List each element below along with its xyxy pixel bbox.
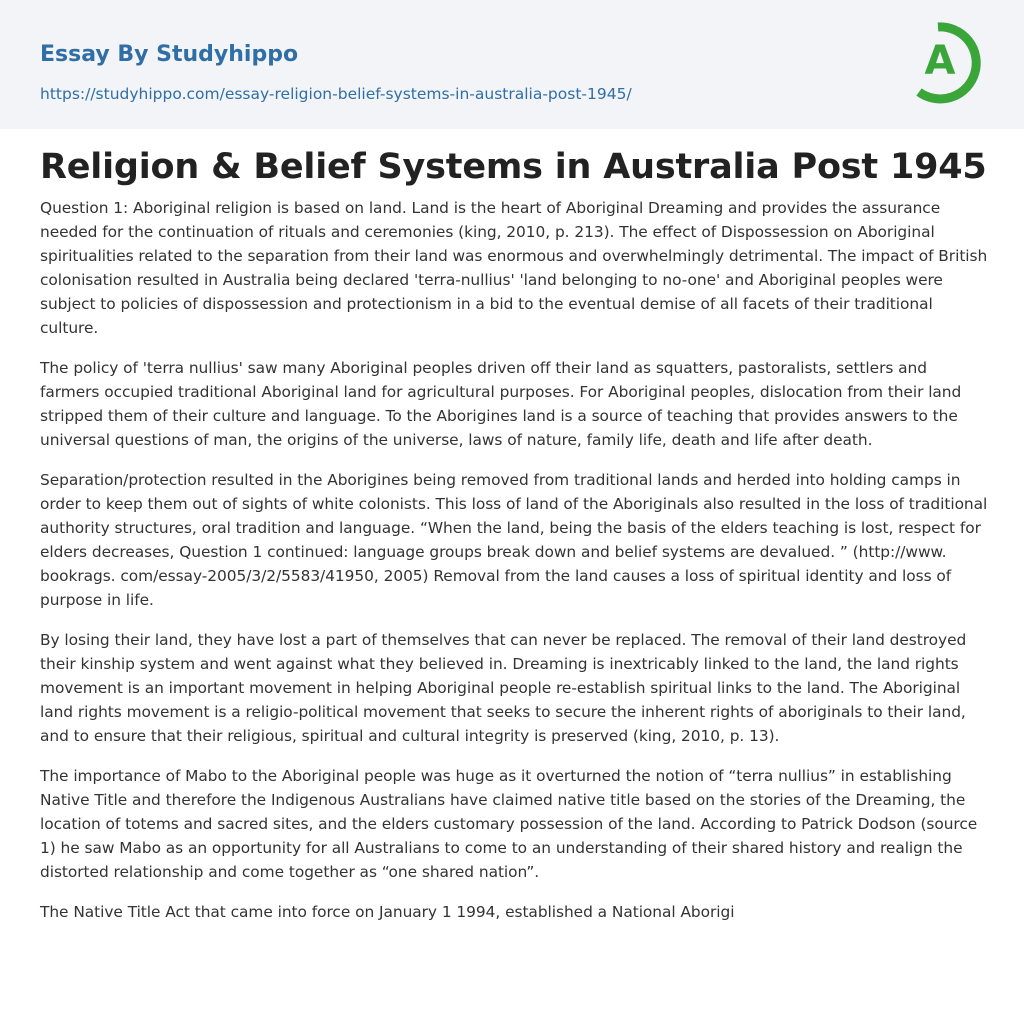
logo-letter: A <box>924 38 956 84</box>
article <box>40 144 988 924</box>
site-name[interactable]: Essay By Studyhippo <box>40 42 299 67</box>
page-header <box>0 0 1024 129</box>
studyhippo-logo-icon[interactable] <box>910 18 988 106</box>
paragraph-4: By losing their land, they have lost a part of themselves that can never be replaced. The removal of their land destroyed their kinship system and went against what they believed in. Dreaming is inextricably linked to the land, the land rights movement is an important movement in helping Aboriginal people re-establish spiritual links to the land. The Aboriginal land rights movement is a religio-political movement that seeks to secure the inherent rights of aboriginals to their land, and to ensure that their religious, spiritual and cultural integrity is preserved (king, 2010, p. 13). <box>40 631 967 745</box>
paragraph-5: The importance of Mabo to the Aboriginal people was huge as it overturned the notion of “terra nullius” in establishing Native Title and therefore the Indigenous Australians have claimed native title based on the stories of the Dreaming, the location of totems and sacred sites, and the elders customary possession of the land. According to Patrick Dodson (source 1) he saw Mabo as an opportunity for all Australians to come to an understanding of their shared history and realign the distorted relationship and come together as “one shared nation”. <box>40 767 978 881</box>
page-url-link[interactable]: https://studyhippo.com/essay-religion-belief-systems-in-australia-post-1945/ <box>40 85 632 103</box>
paragraph-2: The policy of 'terra nullius' saw many Aboriginal peoples driven off their land as squatters, pastoralists, settlers and farmers occupied traditional Aboriginal land for agricultural purposes. For Aboriginal peoples, dislocation from their land stripped them of their culture and language. To the Aborigines land is a source of teaching that provides answers to the universal questions of man, the origins of the universe, laws of nature, family life, death and life after death. <box>40 359 962 449</box>
paragraph-6: The Native Title Act that came into force on January 1 1994, established a National Aborigi <box>40 903 735 921</box>
page-title: Religion & Belief Systems in Australia Post 1945 <box>40 147 987 187</box>
paragraph-3: Separation/protection resulted in the Aborigines being removed from traditional lands and herded into holding camps in order to keep them out of sights of white colonists. This loss of land of the Aboriginals also resulted in the loss of traditional authority structures, oral tradition and language. “When the land, being the basis of the elders teaching is lost, respect for elders decreases, Question 1 continued: language groups break down and belief systems are devalued. ” (http://www. bookrags. com/essay-2005/3/2/5583/41950, 2005) Removal from the land causes a loss of spiritual identity and loss of purpose in life. <box>40 471 988 609</box>
paragraph-1: Question 1: Aboriginal religion is based on land. Land is the heart of Aboriginal Dreaming and provides the assurance needed for the continuation of rituals and ceremonies (king, 2010, p. 213). The effect of Dispossession on Aboriginal spiritualities related to the separation from their land was enormous and overwhelmingly detrimental. The impact of British colonisation resulted in Australia being declared 'terra-nullius' 'land belonging to no-one' and Aboriginal peoples were subject to policies of dispossession and protectionism in a bid to the eventual demise of all facets of their traditional culture. <box>40 199 988 337</box>
